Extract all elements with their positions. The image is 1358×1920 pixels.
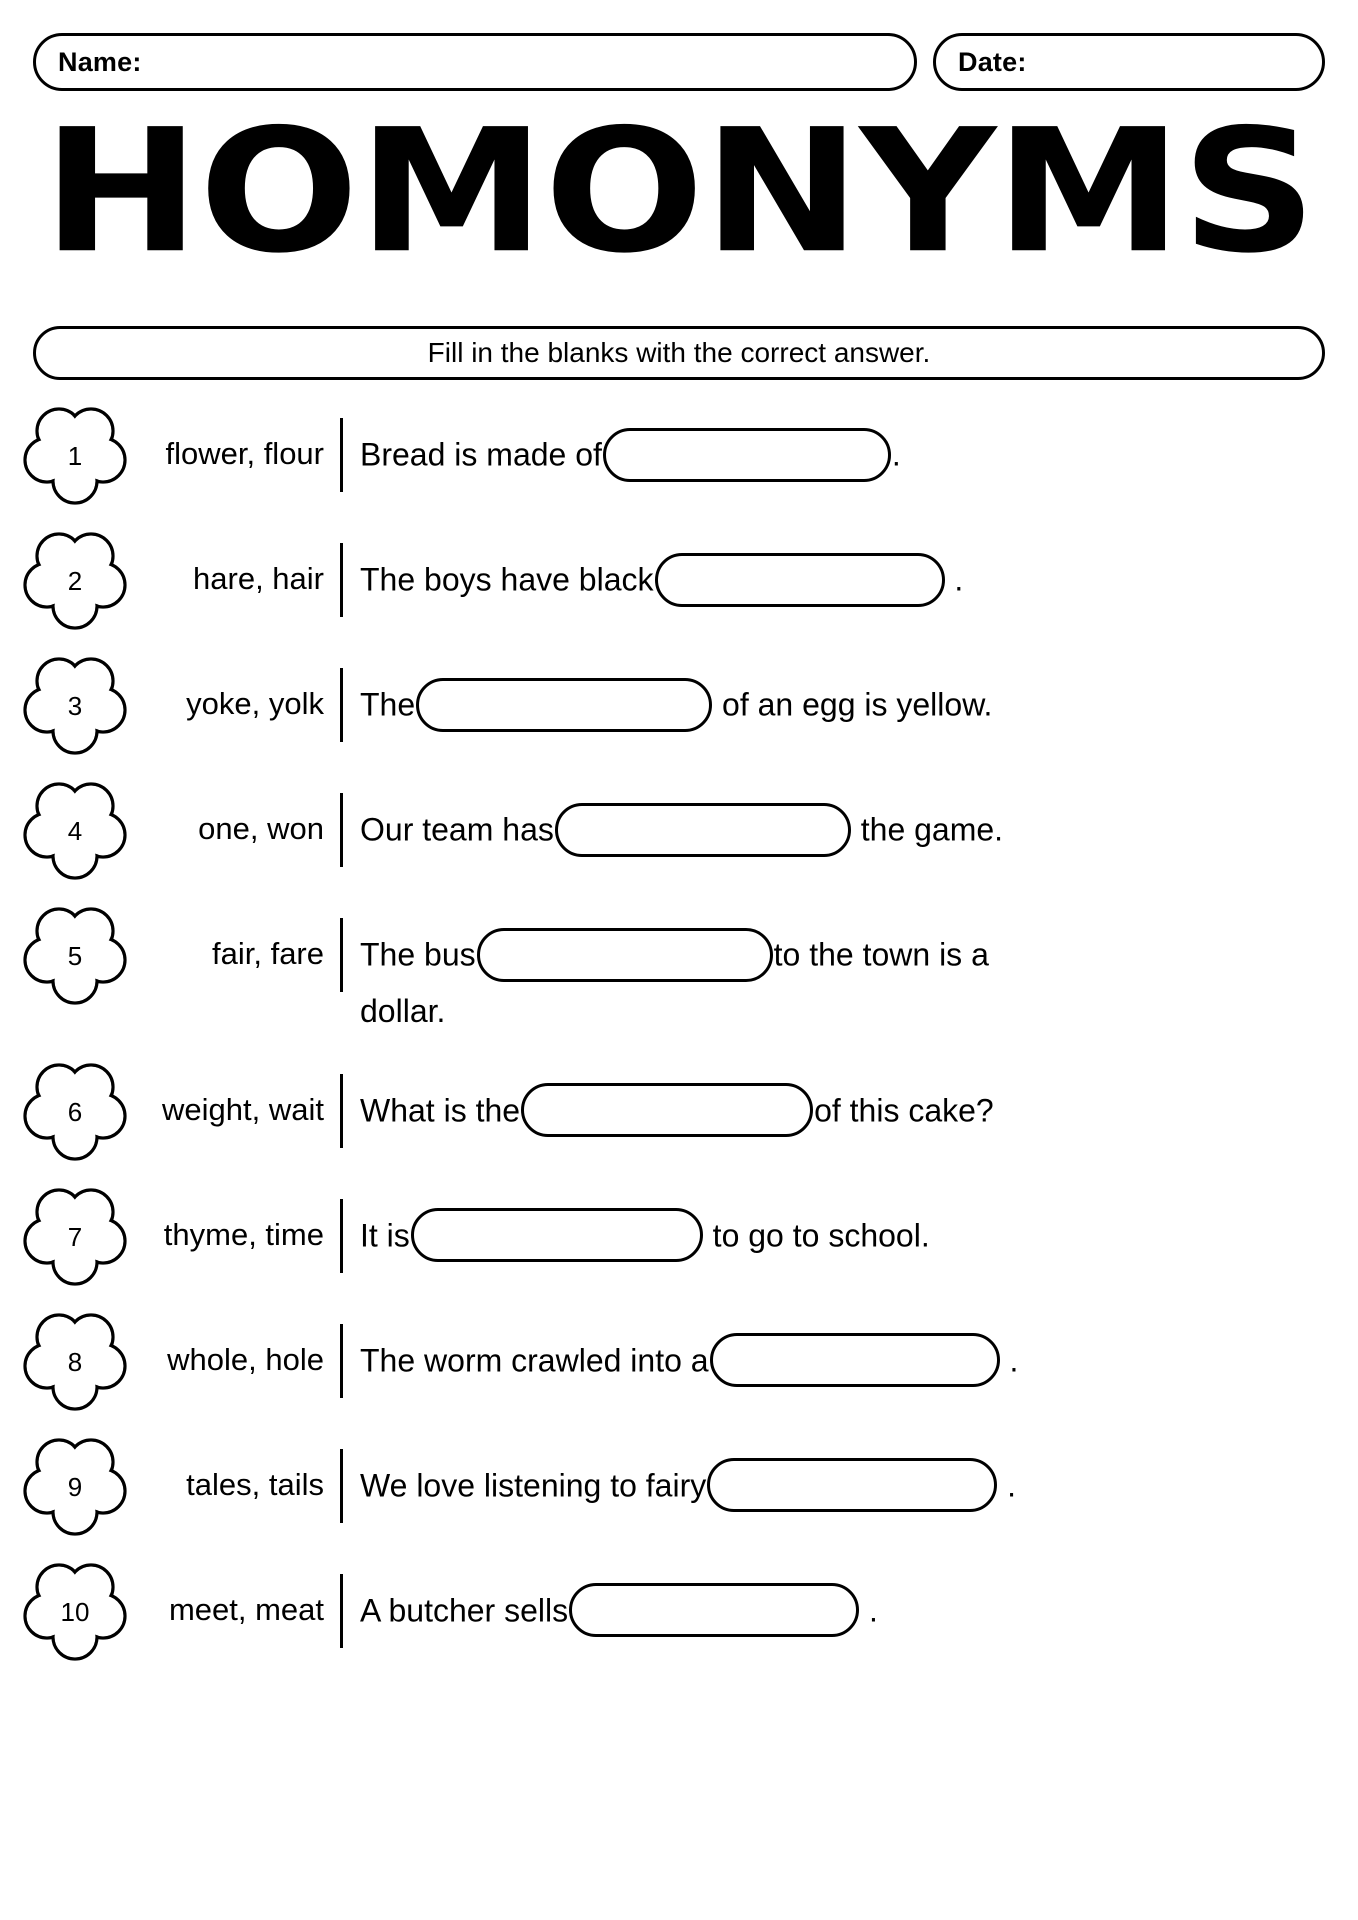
flower-number-icon: [22, 904, 128, 1008]
sentence-text-after: of an egg is yellow.: [713, 686, 993, 723]
flower-number-icon: [22, 654, 128, 758]
answer-blank[interactable]: [416, 678, 712, 732]
answer-blank[interactable]: [477, 928, 773, 982]
name-label: Name:: [58, 46, 142, 77]
question-row: [22, 525, 1342, 633]
sentence-text-after: to the town is a: [773, 936, 989, 973]
sentence-text-after: .: [1000, 1342, 1019, 1379]
homonym-pair: one, won: [198, 811, 324, 846]
sentence-text-before: The boys have black: [360, 561, 654, 598]
homonym-pair: hare, hair: [193, 561, 324, 596]
question-row: [22, 1181, 1342, 1289]
question-number: 4: [67, 816, 83, 846]
question-number: 5: [67, 941, 83, 971]
homonym-pair: flower, flour: [165, 436, 324, 471]
instruction-banner: Fill in the blanks with the correct answer.: [33, 326, 1325, 380]
sentence: [343, 1306, 1342, 1389]
flower-number-icon: [22, 529, 128, 633]
sentence-text-after: to go to school.: [703, 1217, 930, 1254]
answer-blank[interactable]: [707, 1458, 997, 1512]
question-number: 7: [67, 1221, 83, 1252]
sentence-text-before: A butcher sells: [360, 1592, 569, 1629]
answer-blank[interactable]: [411, 1208, 703, 1262]
flower-number-icon: [22, 1185, 128, 1289]
sentence: [343, 1431, 1342, 1514]
page-title: HOMONYMS: [42, 92, 1316, 291]
homonym-pair: tales, tails: [186, 1466, 324, 1502]
sentence-text-before: Bread is made of: [360, 436, 602, 473]
answer-blank[interactable]: [521, 1083, 813, 1137]
sentence-text-after: of this cake?: [814, 1092, 994, 1129]
homonym-pair: yoke, yolk: [186, 686, 324, 721]
name-field[interactable]: [33, 33, 917, 91]
sentence-text-before: The worm crawled into a: [360, 1342, 709, 1379]
sentence-text-before: Our team has: [360, 811, 554, 848]
sentence-text-before: We love listening to fairy: [360, 1467, 707, 1504]
homonym-pair: meet, meat: [168, 1591, 324, 1627]
question-number: 9: [67, 1471, 83, 1502]
sentence-text-after: .: [998, 1467, 1017, 1504]
sentence-text-before: The bus: [360, 936, 476, 973]
sentence: [343, 1556, 1342, 1639]
question-number: 6: [67, 1096, 83, 1127]
sentence: [343, 650, 1342, 733]
answer-blank[interactable]: [555, 803, 851, 857]
question-number: 10: [60, 1596, 90, 1627]
sentence-text-after: .: [945, 561, 964, 598]
homonym-pair: thyme, time: [163, 1216, 324, 1252]
flower-number-icon: [22, 1435, 128, 1539]
sentence: [343, 1056, 1342, 1139]
question-row: [22, 400, 1342, 508]
question-row: [22, 775, 1342, 883]
question-list: [22, 400, 1342, 1681]
sentence: [343, 400, 1342, 483]
sentence-text-before: The: [360, 686, 416, 723]
flower-number-icon: [22, 404, 128, 508]
flower-number-icon: [22, 779, 128, 883]
answer-blank[interactable]: [569, 1583, 859, 1637]
question-number: 1: [67, 441, 83, 471]
question-row: [22, 1431, 1342, 1539]
question-row: [22, 650, 1342, 758]
date-field[interactable]: [933, 33, 1325, 91]
flower-number-icon: [22, 1310, 128, 1414]
flower-number-icon: [22, 1560, 128, 1664]
question-row: [22, 1306, 1342, 1414]
sentence: [343, 775, 1342, 858]
homonym-pair: fair, fare: [212, 936, 324, 971]
sentence: [343, 525, 1342, 608]
answer-blank[interactable]: [655, 553, 945, 607]
question-number: 8: [67, 1346, 83, 1377]
sentence-text-after: .: [860, 1592, 878, 1629]
sentence-text-after: .: [891, 436, 901, 473]
question-row: [22, 1556, 1342, 1664]
sentence: [343, 1181, 1342, 1264]
sentence-text-after: the game.: [851, 811, 1004, 848]
answer-blank[interactable]: [603, 428, 891, 482]
homonym-pair: whole, hole: [167, 1341, 324, 1377]
sentence-text-before: What is the: [360, 1092, 521, 1129]
homonym-pair: weight, wait: [162, 1091, 324, 1127]
sentence-text-wrapped: dollar.: [360, 992, 446, 1029]
date-label: Date:: [958, 46, 1027, 77]
flower-number-icon: [22, 1060, 128, 1164]
sentence: [343, 900, 1342, 1039]
student-info-header: [33, 33, 1325, 91]
question-row: [22, 1056, 1342, 1164]
sentence-text-before: It is: [360, 1217, 410, 1254]
question-number: 3: [67, 691, 83, 721]
answer-blank[interactable]: [710, 1333, 1000, 1387]
question-number: 2: [67, 566, 83, 596]
question-row: [22, 900, 1342, 1039]
